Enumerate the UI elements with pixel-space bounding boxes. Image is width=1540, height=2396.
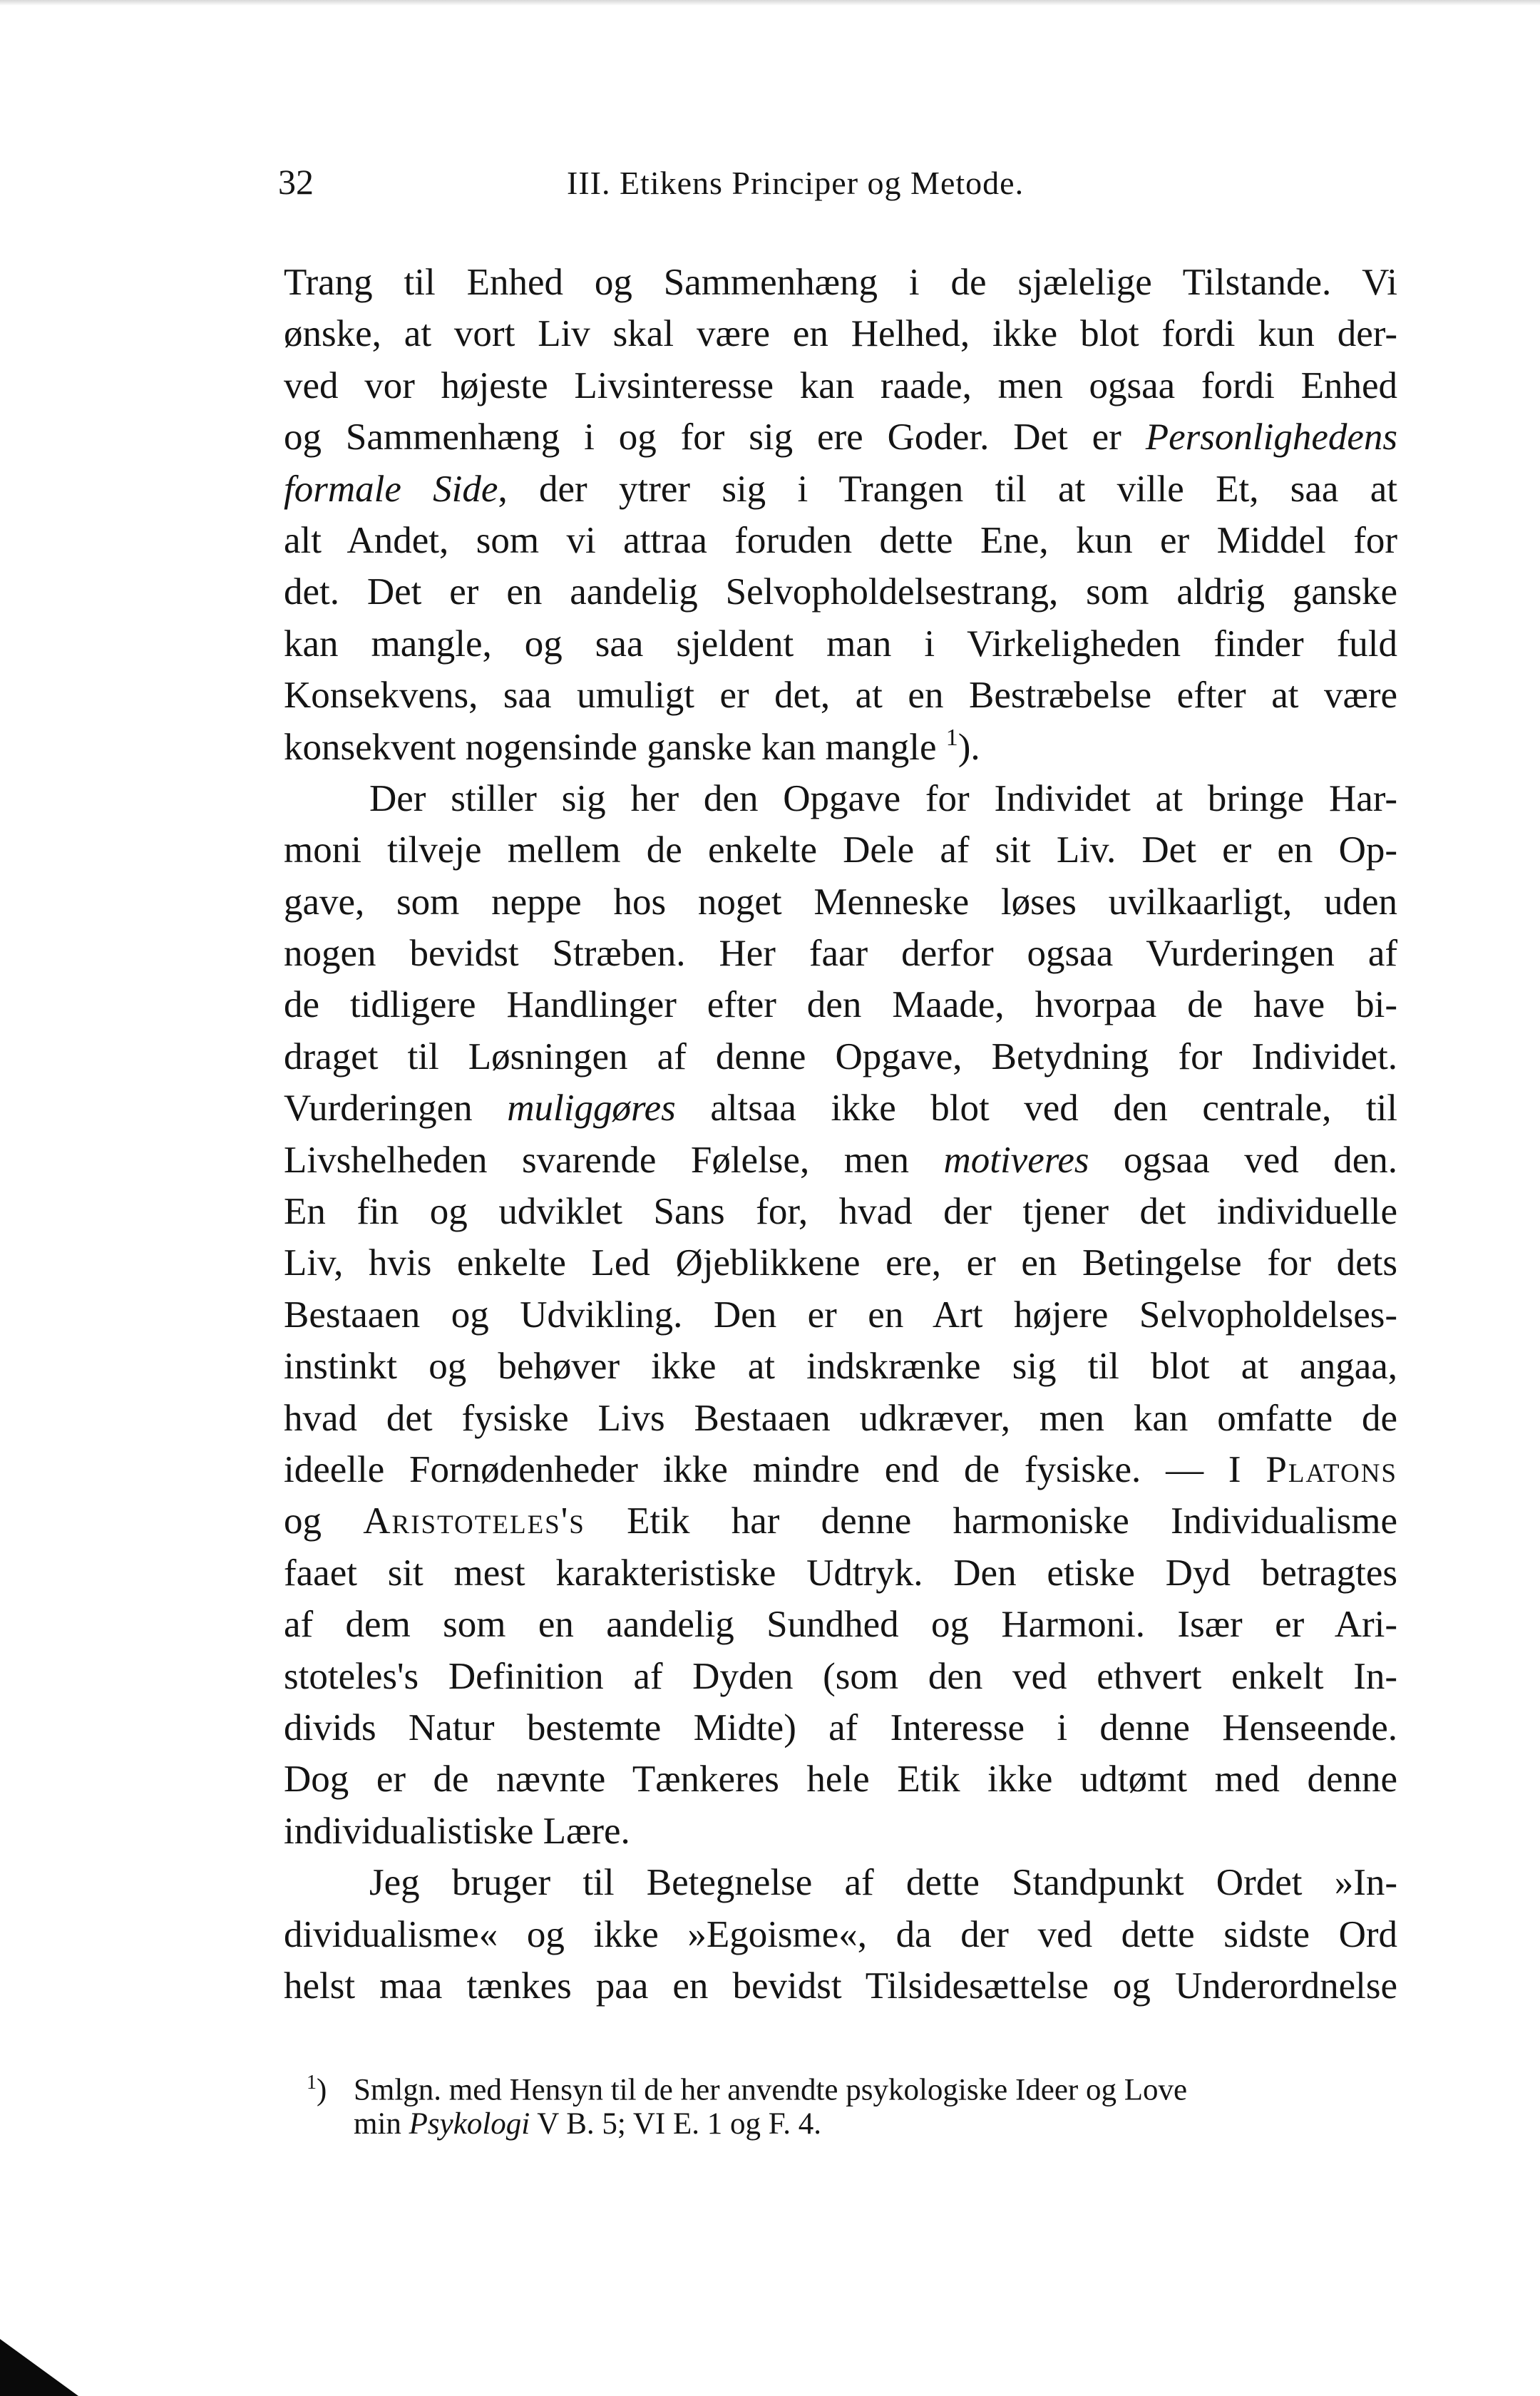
text-line: Liv, hvis enkelte Led Øjeblikkene ere, er en Betingelse for dets bbox=[284, 1242, 1397, 1284]
text-line: Jeg bruger til Betegnelse af dette Standpunkt Ordet »In- bbox=[369, 1862, 1397, 1904]
text-line: Trang til Enhed og Sammenhæng i de sjælelige Tilstande. Vi bbox=[284, 262, 1397, 303]
text-line: og Aristoteles's Etik har denne harmoniske Individualisme bbox=[284, 1500, 1397, 1542]
text-line: divids Natur bestemte Midte) af Interesse i denne Henseende. bbox=[284, 1706, 1397, 1749]
text-line: draget til Løsningen af denne Opgave, Betydning for Individet. bbox=[284, 1035, 1397, 1077]
footnote-line: $^1$) Smlgn. med Hensyn til de her anvendte psykologiske Ideer og Love bbox=[307, 2062, 1405, 2104]
text-line: Dog er de nævnte Tænkeres hele Etik ikke udtømt med denne bbox=[284, 1758, 1397, 1801]
text-line: de tidligere Handlinger efter den Maade, hvorpaa de have bi- bbox=[284, 984, 1397, 1026]
text-line: nogen bevidst Stræben. Her faar derfor ogsaa Vurderingen af bbox=[284, 933, 1397, 975]
text-line: og Sammenhæng i og for sig ere Goder. Det er Personlighedens bbox=[284, 416, 1397, 459]
footnote-reference[interactable]: 1 bbox=[945, 724, 958, 751]
emphasis: muliggøres bbox=[507, 1087, 676, 1130]
body-text bbox=[284, 257, 1397, 2012]
text-line: Konsekvens, saa umuligt er det, at en Bestræbelse efter at være bbox=[284, 675, 1397, 717]
text-line: konsekvent nogensinde ganske kan mangle $^1$). bbox=[284, 724, 980, 768]
running-head bbox=[278, 161, 1397, 211]
text-line: individualistiske Lære. bbox=[284, 1810, 630, 1852]
text-line: formale Side, der ytrer sig i Trangen til at ville Et, saa at bbox=[284, 468, 1397, 510]
emphasis: formale Side bbox=[284, 468, 498, 510]
scan-corner-shadow bbox=[0, 2339, 78, 2396]
text-line: helst maa tænkes paa en bevidst Tilsidesættelse og Underordnelse bbox=[284, 1965, 1397, 2007]
text-line: af dem som en aandelig Sundhed og Harmoni. Især er Ari- bbox=[284, 1604, 1397, 1646]
author-name: Aristoteles's bbox=[363, 1500, 585, 1542]
text-line: alt Andet, som vi attraa foruden dette Ene, kun er Middel for bbox=[284, 519, 1397, 561]
text-line: Livshelheden svarende Følelse, men motiveres ogsaa ved den. bbox=[284, 1139, 1398, 1181]
text-line: faaet sit mest karakteristiske Udtryk. Den etiske Dyd betragtes bbox=[284, 1552, 1397, 1594]
footnote bbox=[307, 2062, 1405, 2145]
page-number: 32 bbox=[278, 162, 314, 202]
emphasis: Personlighedens bbox=[1145, 416, 1397, 459]
footnote-line: min Psykologi V B. 5; VI E. 1 og F. 4. bbox=[354, 2107, 821, 2141]
text-line: gave, som neppe hos noget Menneske løses uvilkaarligt, uden bbox=[284, 881, 1397, 923]
text-line: En fin og udviklet Sans for, hvad der tjener det individuelle bbox=[284, 1191, 1397, 1233]
running-head-title: III. Etikens Principer og Metode. bbox=[567, 165, 1025, 201]
text-line: ønske, at vort Liv skal være en Helhed, ikke blot fordi kun der- bbox=[284, 313, 1397, 355]
text-line: ideelle Fornødenheder ikke mindre end de fysiske. — I Platons bbox=[284, 1448, 1397, 1490]
text-line: Bestaaen og Udvikling. Den er en Art højere Selvopholdelses- bbox=[284, 1294, 1397, 1336]
text-line: dividualisme« og ikke »Egoisme«, da der ved dette sidste Ord bbox=[284, 1913, 1397, 1955]
book-title: Psykologi bbox=[409, 2107, 530, 2141]
author-name: Platons bbox=[1266, 1448, 1397, 1490]
text-line: instinkt og behøver ikke at indskrænke sig til blot at angaa, bbox=[284, 1346, 1397, 1388]
emphasis: motiveres bbox=[943, 1139, 1089, 1181]
footnote-mark: $^1$) bbox=[307, 2072, 327, 2107]
text-line: Vurderingen muliggøres altsaa ikke blot ved den centrale, til bbox=[284, 1087, 1398, 1130]
text-line: Der stiller sig her den Opgave for Individet at bringe Har- bbox=[369, 777, 1397, 819]
text-line: ved vor højeste Livsinteresse kan raade, men ogsaa fordi Enhed bbox=[284, 364, 1397, 406]
text-line: stoteles's Definition af Dyden (som den ved ethvert enkelt In- bbox=[284, 1655, 1397, 1697]
text-line: det. Det er en aandelig Selvopholdelsestrang, som aldrig ganske bbox=[284, 571, 1397, 613]
text-line: hvad det fysiske Livs Bestaaen udkræver, men kan omfatte de bbox=[284, 1397, 1397, 1439]
text-line: kan mangle, og saa sjeldent man i Virkeligheden finder fuld bbox=[284, 623, 1397, 665]
text-line: moni tilveje mellem de enkelte Dele af sit Liv. Det er en Op- bbox=[284, 829, 1397, 871]
